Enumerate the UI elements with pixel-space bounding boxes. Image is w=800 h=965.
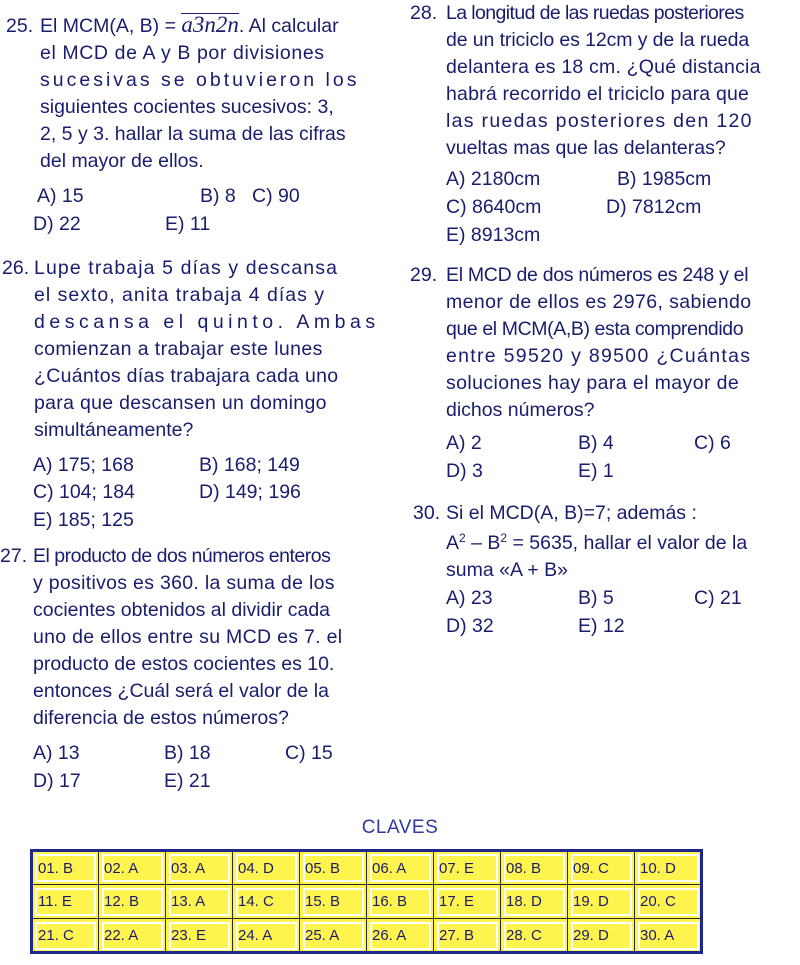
question-28 bbox=[410, 0, 798, 162]
answer-cell: 02. A bbox=[99, 851, 166, 885]
option-c: C) 6 bbox=[694, 432, 731, 454]
option-b: B) 4 bbox=[578, 432, 614, 454]
answer-key-table bbox=[30, 849, 703, 954]
option-b: B) 5 bbox=[578, 587, 614, 609]
answer-cell: 10. D bbox=[635, 851, 702, 885]
option-d: D) 3 bbox=[446, 460, 483, 482]
question-30 bbox=[413, 500, 798, 584]
option-e: E) 12 bbox=[578, 615, 625, 637]
question-text: Si el MCD(A, B)=7; además : $A^2 - B^2 = 5635$, hallar el valor de la suma «A + B» bbox=[446, 502, 748, 581]
answer-cell: 04. D bbox=[233, 851, 300, 885]
answer-cell: 20. C bbox=[635, 885, 702, 919]
option-a: A) 2180cm bbox=[446, 168, 541, 190]
answer-cell: 18. D bbox=[501, 885, 568, 919]
question-27 bbox=[0, 543, 386, 732]
option-b: B) 18 bbox=[164, 742, 211, 764]
answer-cell: 26. A bbox=[367, 919, 434, 953]
answer-cell: 14. C bbox=[233, 885, 300, 919]
claves-title: CLAVES bbox=[361, 817, 439, 838]
answer-cell: 07. E bbox=[434, 851, 501, 885]
option-d: D) 17 bbox=[33, 770, 81, 792]
answer-cell: 19. D bbox=[568, 885, 635, 919]
answer-cell: 05. B bbox=[300, 851, 367, 885]
answer-cell: 29. D bbox=[568, 919, 635, 953]
option-b: B) 1985cm bbox=[617, 168, 712, 190]
question-number: 26. bbox=[2, 257, 30, 279]
question-text: El producto de dos números enteros y positivos es 360. la suma de los cocientes obtenidos al dividir cada uno de ellos entre su MCD es 7. el producto de estos cocientes es 10. entonces ¿Cuál será el valor de la diferencia de estos números? bbox=[33, 545, 343, 729]
question-26 bbox=[2, 255, 386, 444]
option-a: A) 15 bbox=[37, 185, 84, 207]
option-e: E) 1 bbox=[578, 460, 614, 482]
option-d: D) 7812cm bbox=[606, 196, 702, 218]
question-29 bbox=[410, 262, 798, 424]
option-b: B) 168; 149 bbox=[199, 454, 300, 476]
option-c: C) 104; 184 bbox=[33, 481, 135, 503]
answer-cell: 27. B bbox=[434, 919, 501, 953]
option-c: C) 15 bbox=[285, 742, 333, 764]
question-number: 28. bbox=[410, 2, 438, 24]
table-row bbox=[32, 885, 702, 919]
option-a: A) 23 bbox=[446, 587, 493, 609]
answer-cell: 17. E bbox=[434, 885, 501, 919]
answer-cell: 12. B bbox=[99, 885, 166, 919]
answer-cell: 28. C bbox=[501, 919, 568, 953]
question-number: 29. bbox=[410, 264, 438, 286]
option-c: C) 90 bbox=[252, 185, 300, 207]
answer-cell: 24. A bbox=[233, 919, 300, 953]
answer-cell: 08. B bbox=[501, 851, 568, 885]
answer-cell: 15. B bbox=[300, 885, 367, 919]
option-a: A) 175; 168 bbox=[33, 454, 134, 476]
table-row bbox=[32, 851, 702, 885]
option-b: B) 8 bbox=[200, 185, 236, 207]
question-25 bbox=[6, 13, 386, 175]
option-e: E) 21 bbox=[164, 770, 211, 792]
option-d: D) 22 bbox=[33, 213, 81, 235]
answer-cell: 03. A bbox=[166, 851, 233, 885]
option-e: E) 8913cm bbox=[446, 224, 541, 246]
option-c: C) 21 bbox=[694, 587, 742, 609]
option-a: A) 2 bbox=[446, 432, 482, 454]
answer-cell: 01. B bbox=[32, 851, 99, 885]
question-text: El MCD de dos números es 248 y el menor de ellos es 2976, sabiendo que el MCM(A,B) esta comprendido entre 59520 y 89500 ¿Cuántas soluciones hay para el mayor de dichos números? bbox=[446, 264, 752, 421]
answer-cell: 16. B bbox=[367, 885, 434, 919]
question-number: 30. bbox=[413, 502, 441, 524]
overline-formula: a3n2n bbox=[181, 12, 239, 37]
option-e: E) 11 bbox=[165, 213, 211, 235]
option-a: A) 13 bbox=[33, 742, 80, 764]
question-number: 27. bbox=[0, 545, 28, 567]
option-c: C) 8640cm bbox=[446, 196, 542, 218]
answer-cell: 11. E bbox=[32, 885, 99, 919]
answer-cell: 30. A bbox=[635, 919, 702, 953]
question-text: El MCM(A, B) = a3n2n. Al calcular el MCD de A y B por divisiones sucesivas se obtuvieron los siguientes cocientes sucesivos: 3, 2, 5 y 3. hallar la suma de las cifras del mayor de ellos. bbox=[40, 12, 360, 172]
answer-cell: 25. A bbox=[300, 919, 367, 953]
question-text: Lupe trabaja 5 días y descansa el sexto, anita trabaja 4 días y descansa el quinto. Ambas comienzan a trabajar este lunes ¿Cuántos días trabajara cada uno para que descansen un domingo simultáneamente? bbox=[34, 257, 380, 441]
answer-cell: 13. A bbox=[166, 885, 233, 919]
answer-cell: 21. C bbox=[32, 919, 99, 953]
answer-cell: 06. A bbox=[367, 851, 434, 885]
answer-cell: 09. C bbox=[568, 851, 635, 885]
answer-cell: 22. A bbox=[99, 919, 166, 953]
table-row bbox=[32, 919, 702, 953]
question-text: La longitud de las ruedas posteriores de un triciclo es 12cm y de la rueda delantera es 18 cm. ¿Qué distancia habrá recorrido el triciclo para que las ruedas posteriores den 120 vueltas mas que las delanteras? bbox=[446, 2, 761, 159]
answer-cell: 23. E bbox=[166, 919, 233, 953]
option-d: D) 149; 196 bbox=[199, 481, 301, 503]
option-d: D) 32 bbox=[446, 615, 494, 637]
question-number: 25. bbox=[6, 15, 34, 37]
option-e: E) 185; 125 bbox=[33, 509, 134, 531]
